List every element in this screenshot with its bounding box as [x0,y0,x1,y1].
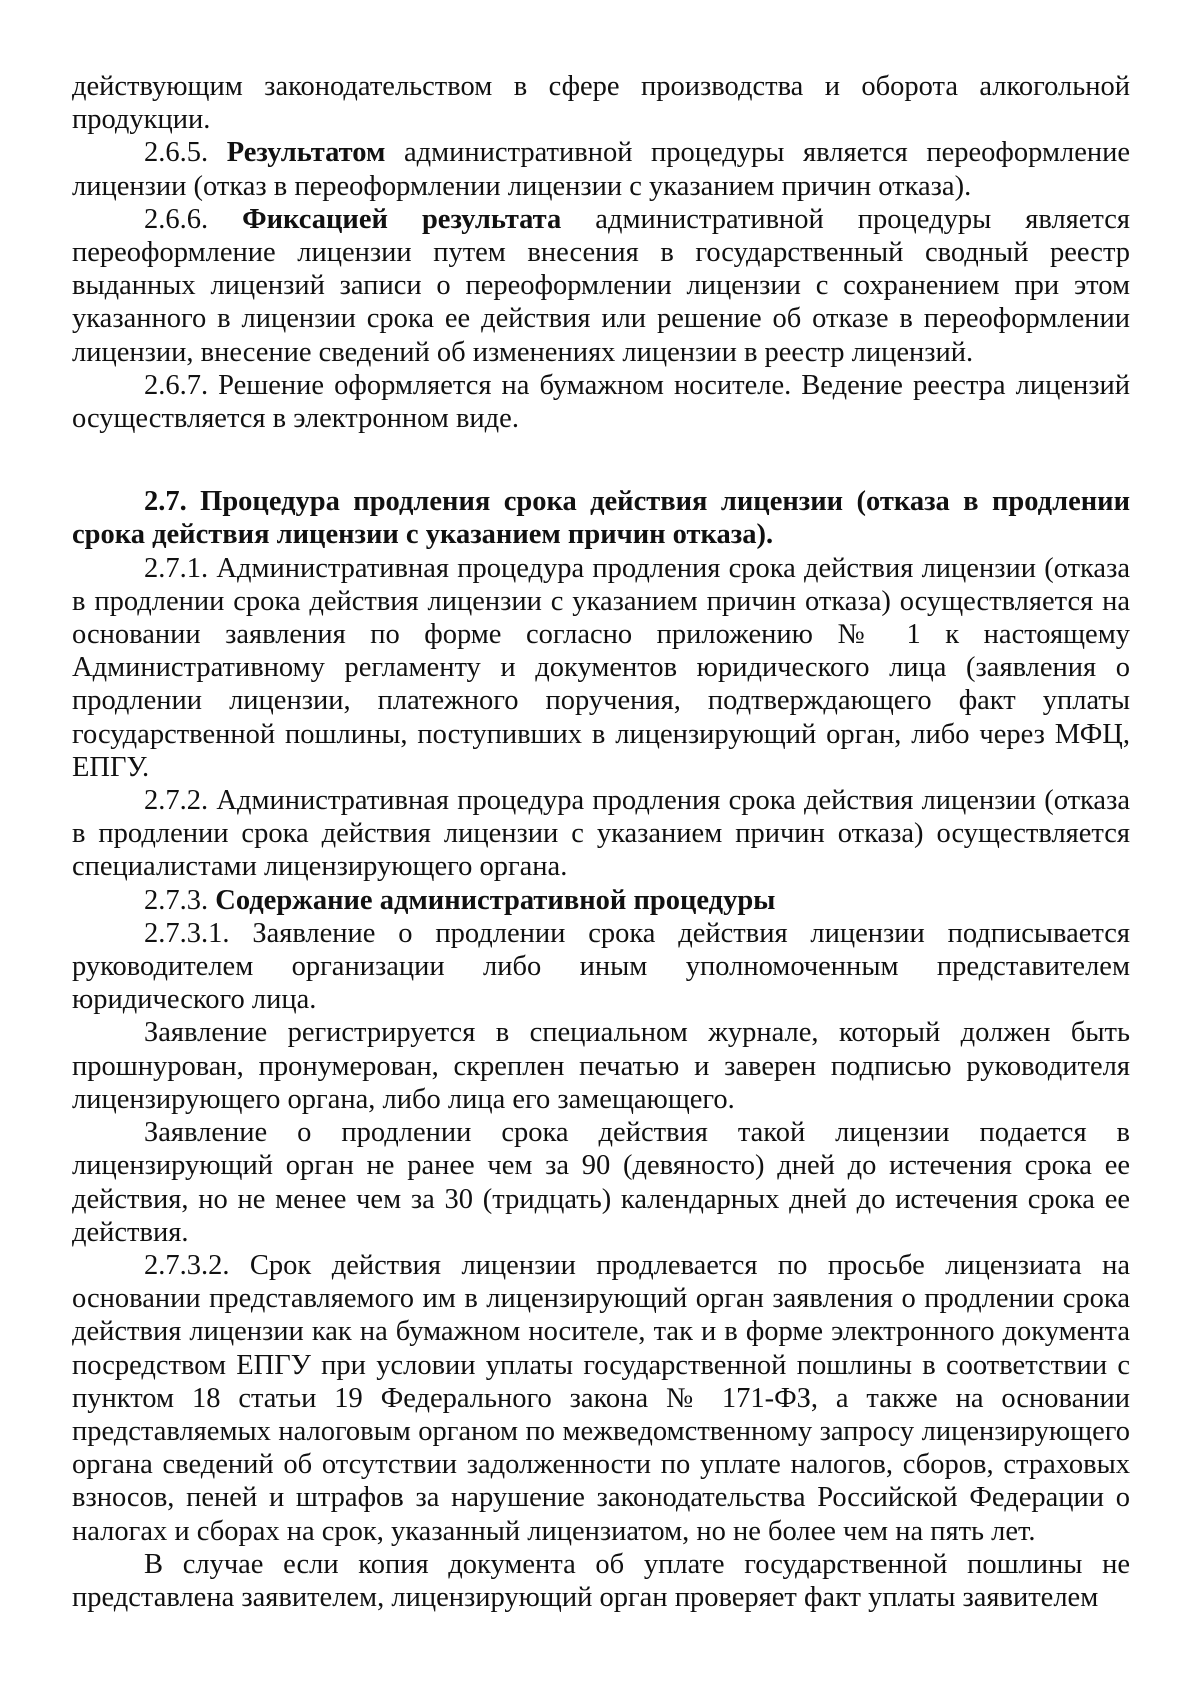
paragraph-2-7-3 [72,884,1130,917]
paragraph-text: административной процедуры является переоформление лицензии путем внесения в государственный сводный реестр выданных лицензий записи о переоформлении лицензии с сохранением при этом указанного в лицензии срока ее действия или решение об отказе в переоформлении лицензии, внесение сведений об изменениях лицензии в реестр лицензий. [72,203,1130,368]
paragraph-2-6-6 [72,203,1130,369]
paragraph-2-7-2: 2.7.2. Административная процедура продления срока действия лицензии (отказа в продлении срока действия лицензии с указанием причин отказа) осуществляется специалистами лицензирующего органа. [72,785,1130,883]
paragraph-submission-term: Заявление о продлении срока действия такой лицензии подается в лицензирующий орган не ранее чем за 90 (девяносто) дней до истечения срока ее действия, но не менее чем за 30 (тридцать) календарных дней до истечения срока ее действия. [72,1117,1130,1248]
subsection-title: Содержание административной процедуры [215,884,776,916]
paragraph-2-6-7: 2.6.7. Решение оформляется на бумажном носителе. Ведение реестра лицензий осуществляется в электронном виде. [72,369,1130,435]
paragraph-2-7-3-1: 2.7.3.1. Заявление о продлении срока действия лицензии подписывается руководителем организации либо иным уполномоченным представителем юридического лица. [72,917,1130,1016]
paragraph-number: 2.7.3. [144,884,216,916]
paragraph-text: административной процедуры является переоформление лицензии (отказ в переоформлении лицензии с указанием причин отказа). [72,137,1131,202]
paragraph-2-6-5 [72,136,1130,202]
paragraph-2-7-1: 2.7.1. Административная процедура продления срока действия лицензии (отказа в продлении срока действия лицензии с указанием причин отказа) осуществляется на основании заявления по форме согласно приложению № 1 к настоящему Административному регламенту и документов юридического лица (заявления о продлении лицензии, платежного поручения, подтверждающего факт уплаты государственной пошлины, поступивших в лицензирующий орган, либо через МФЦ, ЕПГУ. [72,552,1130,783]
bold-term: Фиксацией результата [242,203,562,235]
bold-term: Результатом [226,137,386,169]
section-gap [72,435,1130,485]
paragraph-intro: действующим законодательством в сфере производства и оборота алкогольной продукции. [72,71,1130,136]
section-heading-2-7 [72,485,1130,551]
paragraph-2-7-3-2: 2.7.3.2. Срок действия лицензии продлевается по просьбе лицензиата на основании представляемого им в лицензирующий орган заявления о продлении срока действия лицензии как на бумажном носителе, так и в форме электронного документа посредством ЕПГУ при условии уплаты государственной пошлины в соответствии с пунктом 18 статьи 19 Федерального закона № 171-ФЗ, а также на основании представляемых налоговым органом по межведомственному запросу лицензирующего органа сведений об отсутствии задолженности по уплате налогов, сборов, страховых взносов, пеней и штрафов за нарушение законодательства Российской Федерации о налогах и сборах на срок, указанный лицензиатом, но не более чем на пять лет. [72,1249,1130,1547]
heading-text: 2.7. Процедура продления срока действия лицензии (отказа в продлении срока действия лицензии с указанием причин отказа). [72,486,1130,551]
paragraph-fee-copy: В случае если копия документа об уплате государственной пошлины не представлена заявителем, лицензирующий орган проверяет факт уплаты заявителем [72,1548,1130,1613]
paragraph-registration: Заявление регистрируется в специальном журнале, который должен быть прошнурован, пронумерован, скреплен печатью и заверен подписью руководителя лицензирующего органа, либо лица его замещающего. [72,1017,1130,1115]
paragraph-number: 2.6.5. [144,137,227,169]
paragraph-number: 2.6.6. [144,203,243,235]
